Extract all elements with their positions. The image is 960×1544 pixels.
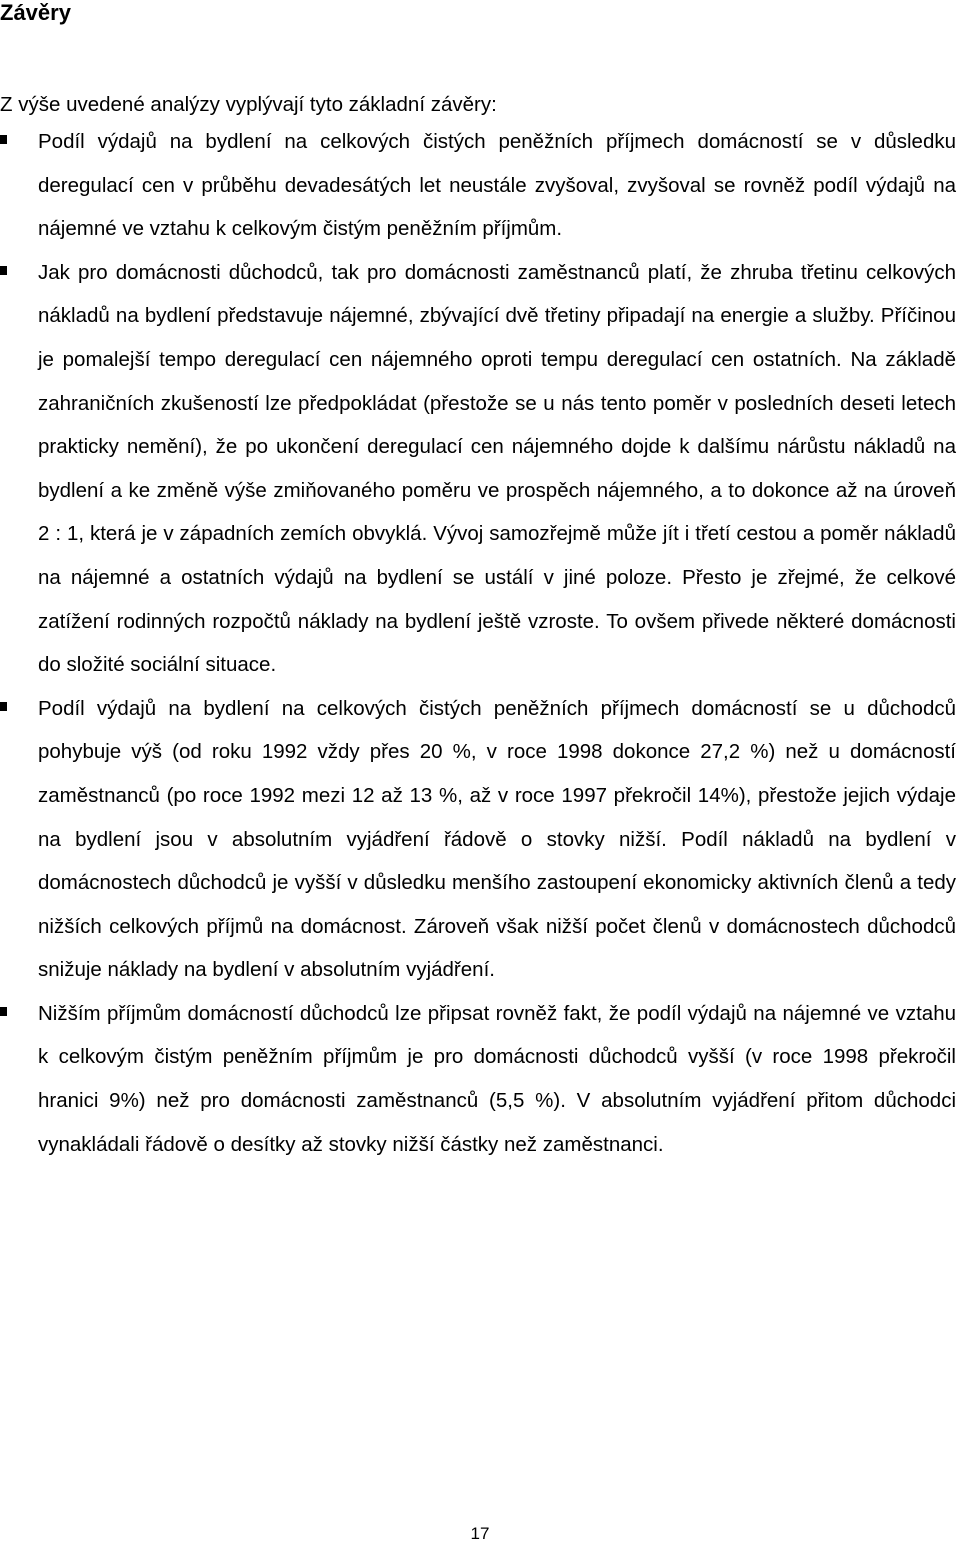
square-bullet-icon (0, 135, 7, 144)
list-item-text: Podíl výdajů na bydlení na celkových čistých peněžních příjmech domácností se v důsledku deregulací cen v průběhu devadesátých let neustále zvyšoval, zvyšoval se rovněž podíl výdajů na nájemné ve vztahu k celkovým čistým peněžním příjmům. (38, 130, 956, 241)
list-item (0, 120, 956, 251)
list-item-text: Jak pro domácnosti důchodců, tak pro domácnosti zaměstnanců platí, že zhruba třetinu celkových nákladů na bydlení představuje nájemné, zbývající dvě třetiny připadají na energie a služby. Příčinou je pomalejší tempo deregulací cen nájemného oproti tempu deregulací cen ostatních. Na základě zahraničních zkušeností lze předpokládat (přestože se u nás tento poměr v posledních deseti letech prakticky nemění), že po ukončení deregulací cen nájemného dojde k dalšímu nárůstu nákladů na bydlení a ke změně výše zmiňovaného poměru ve prospěch nájemného, a to dokonce až na úroveň 2 : 1, která je v západních zemích obvyklá. Vývoj samozřejmě může jít i třetí cestou a poměr nákladů na nájemné a ostatních výdajů na bydlení se ustálí v jiné poloze. Přesto je zřejmé, že celkové zatížení rodinných rozpočtů náklady na bydlení ještě vzroste. To ovšem přivede některé domácnosti do složité sociální situace. (38, 260, 956, 677)
list-item (0, 687, 956, 992)
section-heading: Závěry (0, 0, 71, 25)
square-bullet-icon (0, 1007, 7, 1016)
square-bullet-icon (0, 702, 7, 711)
list-item (0, 992, 956, 1166)
list-item-text: Nižším příjmům domácností důchodců lze připsat rovněž fakt, že podíl výdajů na nájemné ve vztahu k celkovým čistým peněžním příjmům je pro domácnosti důchodců vyšší (v roce 1998 překročil hranici 9%) než pro domácnosti zaměstnanců (5,5 %). V absolutním vyjádření přitom důchodci vynakládali řádově o desítky až stovky nižší částky než zaměstnanci. (38, 1001, 956, 1156)
square-bullet-icon (0, 266, 7, 275)
list-item (0, 251, 956, 687)
page-number: 17 (470, 1524, 490, 1543)
conclusions-list (0, 120, 956, 1166)
list-item-text: Podíl výdajů na bydlení na celkových čistých peněžních příjmech domácností se u důchodců pohybuje výš (od roku 1992 vždy přes 20 %, v roce 1998 dokonce 27,2 %) než u domácností zaměstnanců (po roce 1992 mezi 12 až 13 %, až v roce 1997 překročil 14%), přestože jejich výdaje na bydlení jsou v absolutním vyjádření řádově o stovky nižší. Podíl nákladů na bydlení v domácnostech důchodců je vyšší v důsledku menšího zastoupení ekonomicky aktivních členů a tedy nižších celkových příjmů na domácnost. Zároveň však nižší počet členů v domácnostech důchodců snižuje náklady na bydlení v absolutním vyjádření. (38, 696, 956, 982)
intro-paragraph: Z výše uvedené analýzy vyplývají tyto základní závěry: (0, 93, 497, 116)
